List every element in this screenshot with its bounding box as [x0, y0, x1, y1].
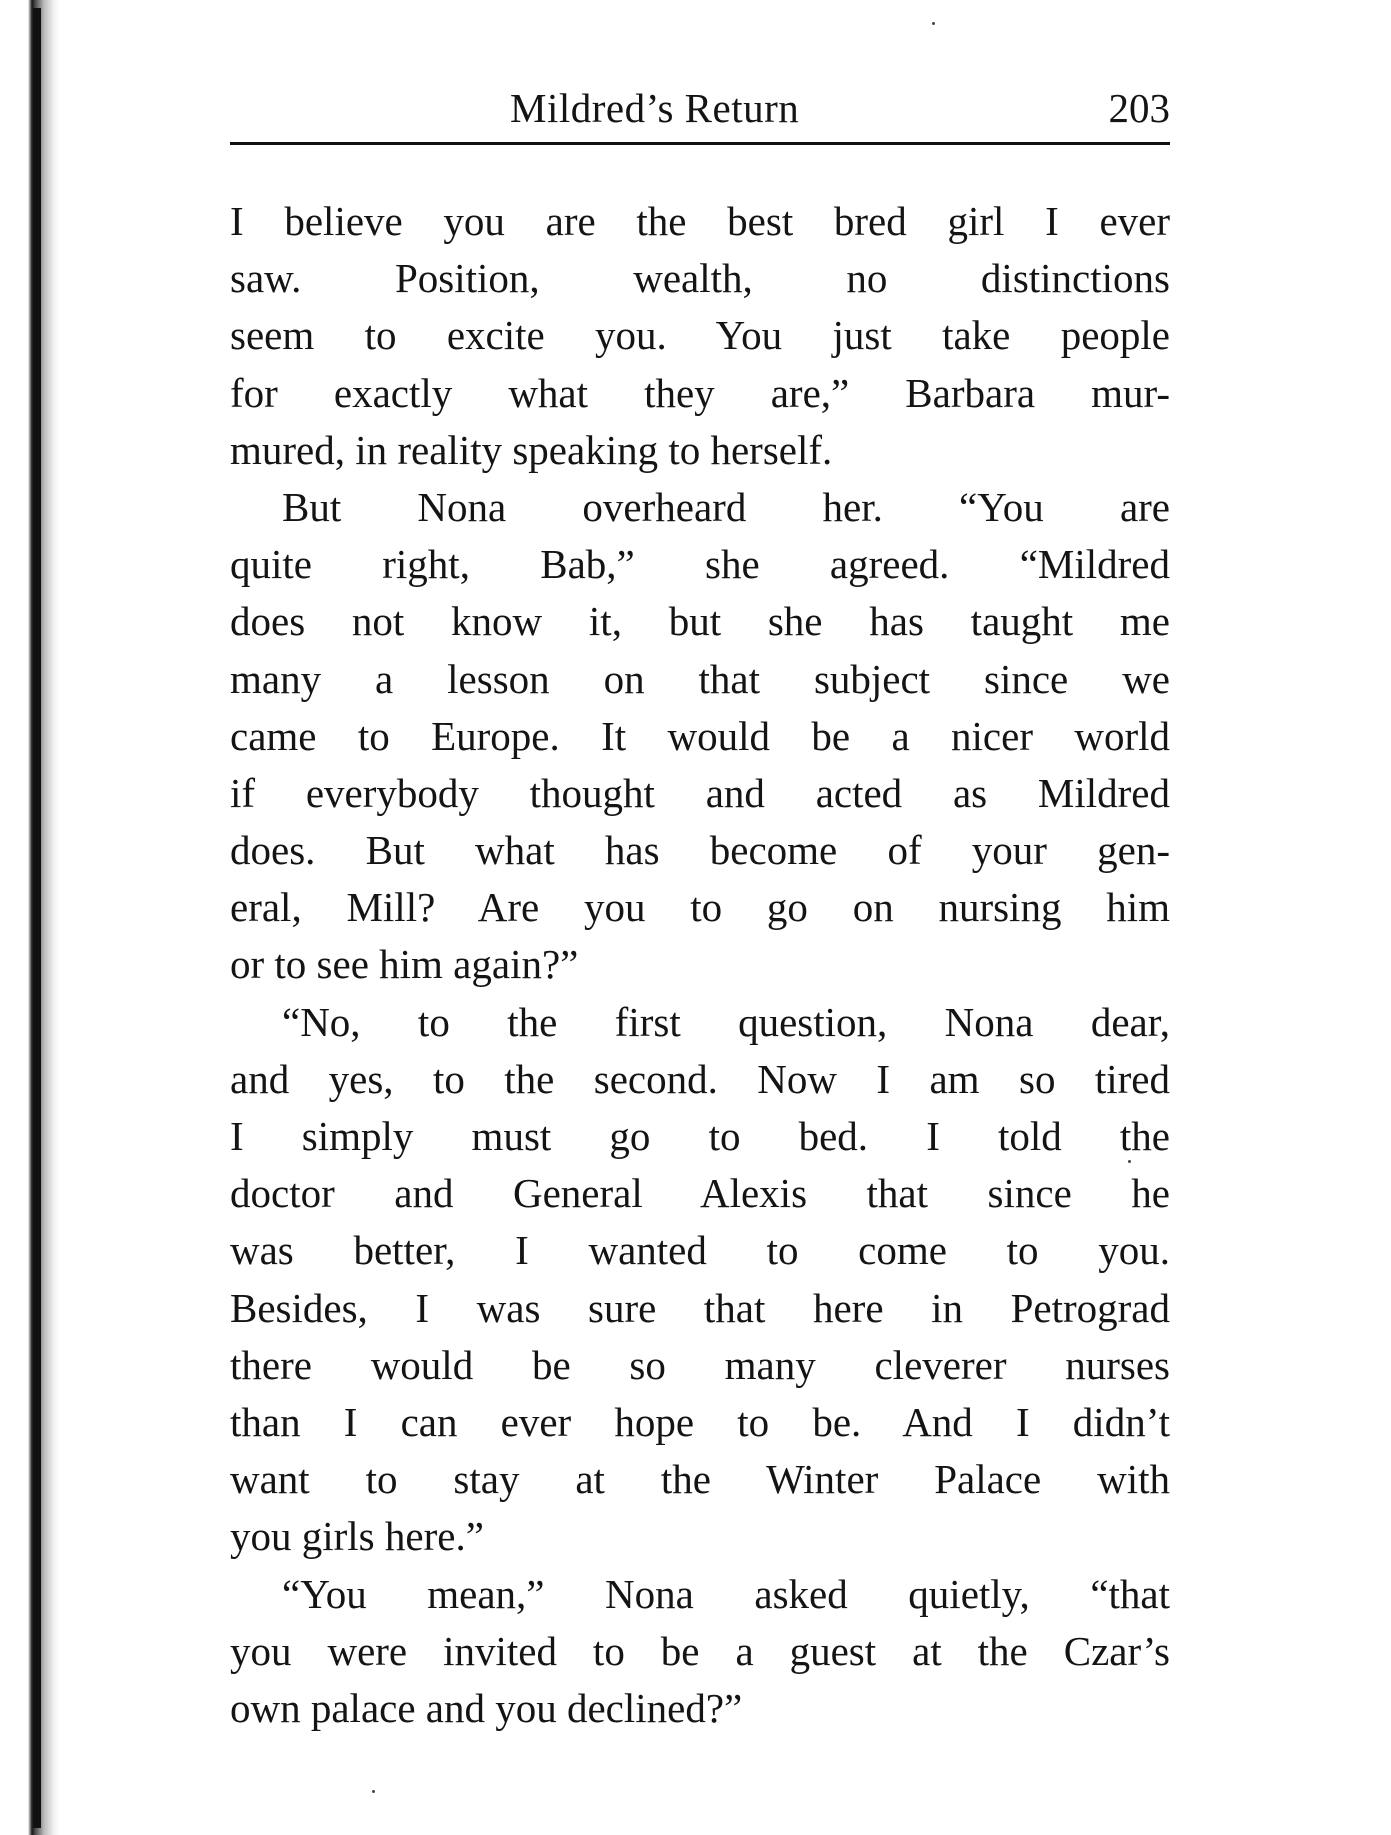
body-text — [230, 193, 1170, 1737]
text-line: was better, I wanted to come to you. — [230, 1227, 1170, 1274]
text-line: you were invited to be a guest at the Czar’s — [230, 1627, 1170, 1674]
text-line: seem to excite you. You just take people — [230, 312, 1170, 359]
text-line: than I can ever hope to be. And I didn’t — [230, 1398, 1170, 1445]
text-line: saw. Position, wealth, no distinctions — [230, 255, 1170, 302]
text-line: eral, Mill? Are you to go on nursing him — [230, 884, 1170, 931]
text-line: for exactly what they are,” Barbara mur- — [230, 369, 1170, 416]
scan-speck — [372, 1790, 375, 1793]
text-line: own palace and you declined?” — [230, 1684, 743, 1731]
book-page — [230, 72, 1170, 1737]
text-line: mured, in reality speaking to herself. — [230, 426, 833, 473]
text-line: Besides, I was sure that here in Petrograd — [230, 1284, 1170, 1331]
binding-gutter-shadow — [0, 0, 60, 1835]
text-line: “You mean,” Nona asked quietly, “that — [282, 1570, 1170, 1617]
text-line: does not know it, but she has taught me — [230, 598, 1170, 645]
text-line: came to Europe. It would be a nicer world — [230, 712, 1170, 759]
running-head — [230, 72, 1170, 145]
text-line: there would be so many cleverer nurses — [230, 1341, 1170, 1388]
text-line: want to stay at the Winter Palace with — [230, 1456, 1170, 1503]
text-line: “No, to the first question, Nona dear, — [282, 998, 1170, 1045]
running-title: Mildred’s Return — [510, 85, 800, 131]
text-line: But Nona overheard her. “You are — [282, 483, 1170, 530]
text-line: and yes, to the second. Now I am so tired — [230, 1055, 1170, 1102]
page-number: 203 — [1108, 85, 1170, 131]
text-line: or to see him again?” — [230, 941, 579, 988]
binding-edge — [33, 8, 41, 1828]
text-line: I simply must go to bed. I told the — [230, 1113, 1170, 1159]
text-line: you girls here.” — [230, 1513, 484, 1560]
text-line: many a lesson on that subject since we — [230, 655, 1170, 702]
text-line: if everybody thought and acted as Mildred — [230, 769, 1170, 816]
text-line: quite right, Bab,” she agreed. “Mildred — [230, 541, 1170, 588]
scan-speck — [932, 22, 935, 25]
text-line: I believe you are the best bred girl I ever — [230, 198, 1170, 244]
text-line: doctor and General Alexis that since he — [230, 1170, 1170, 1217]
text-line: does. But what has become of your gen- — [230, 827, 1170, 874]
